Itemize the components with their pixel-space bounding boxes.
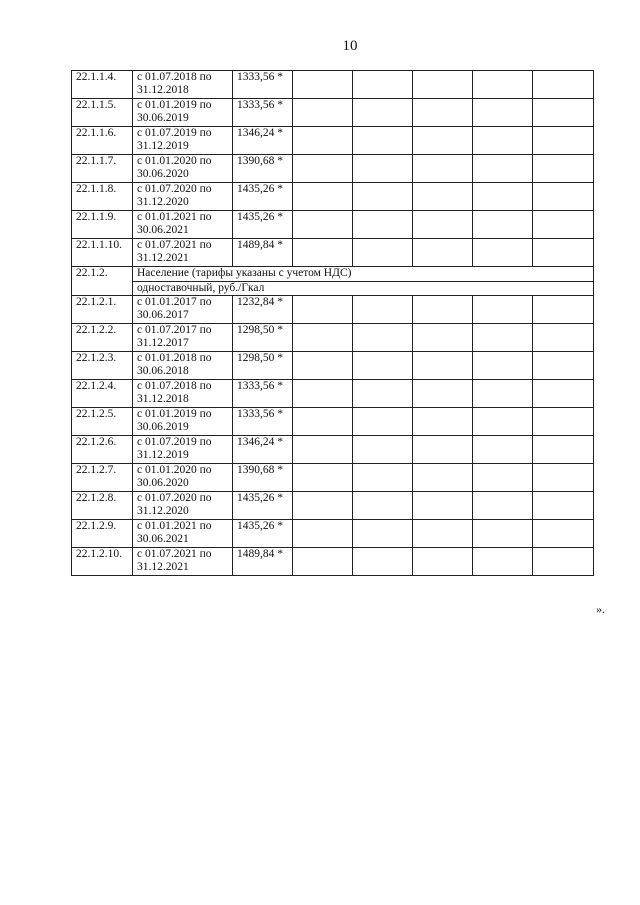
tariff-value: 1232,84 *	[233, 296, 293, 324]
empty-cell	[413, 324, 473, 352]
empty-cell	[533, 324, 594, 352]
period-cell	[133, 127, 233, 155]
row-number: 22.1.2.2.	[72, 324, 133, 352]
table-row	[72, 436, 594, 464]
period-start: с 01.07.2017 по	[137, 324, 212, 336]
tariff-value: 1435,26 *	[233, 492, 293, 520]
row-number: 22.1.2.10.	[72, 548, 133, 576]
empty-cell	[353, 548, 413, 576]
tariff-value: 1298,50 *	[233, 352, 293, 380]
empty-cell	[413, 492, 473, 520]
period-cell	[133, 492, 233, 520]
table-row	[72, 211, 594, 239]
period-cell	[133, 436, 233, 464]
empty-cell	[413, 127, 473, 155]
empty-cell	[473, 71, 533, 99]
empty-cell	[293, 436, 353, 464]
empty-cell	[293, 408, 353, 436]
period-end: 31.12.2018	[137, 393, 189, 405]
period-start: с 01.01.2019 по	[137, 99, 212, 111]
tariff-value: 1333,56 *	[233, 408, 293, 436]
row-number: 22.1.2.7.	[72, 464, 133, 492]
empty-cell	[353, 352, 413, 380]
period-end: 31.12.2019	[137, 449, 189, 461]
row-number: 22.1.2.1.	[72, 296, 133, 324]
row-number: 22.1.2.	[72, 267, 133, 296]
tariff-value: 1435,26 *	[233, 520, 293, 548]
group-title: Население (тарифы указаны с учетом НДС)	[133, 267, 594, 282]
row-number: 22.1.2.9.	[72, 520, 133, 548]
empty-cell	[413, 296, 473, 324]
empty-cell	[413, 520, 473, 548]
period-end: 31.12.2021	[137, 561, 189, 573]
period-cell	[133, 211, 233, 239]
group-header-row	[72, 267, 594, 282]
empty-cell	[413, 211, 473, 239]
empty-cell	[293, 296, 353, 324]
period-end: 31.12.2019	[137, 140, 189, 152]
empty-cell	[473, 99, 533, 127]
period-end: 30.06.2018	[137, 365, 189, 377]
empty-cell	[533, 548, 594, 576]
row-number: 22.1.2.6.	[72, 436, 133, 464]
empty-cell	[353, 155, 413, 183]
period-start: с 01.01.2017 по	[137, 296, 212, 308]
period-end: 30.06.2020	[137, 477, 189, 489]
tariff-value: 1435,26 *	[233, 211, 293, 239]
period-end: 30.06.2019	[137, 421, 189, 433]
tariff-value: 1346,24 *	[233, 127, 293, 155]
tariff-value: 1390,68 *	[233, 155, 293, 183]
period-start: с 01.01.2018 по	[137, 352, 212, 364]
period-end: 31.12.2018	[137, 84, 189, 96]
empty-cell	[533, 155, 594, 183]
period-cell	[133, 520, 233, 548]
group-unit: одноставочный, руб./Гкал	[133, 282, 594, 296]
empty-cell	[533, 239, 594, 267]
empty-cell	[533, 380, 594, 408]
empty-cell	[473, 408, 533, 436]
tariff-value: 1333,56 *	[233, 71, 293, 99]
empty-cell	[353, 408, 413, 436]
empty-cell	[293, 352, 353, 380]
period-cell	[133, 548, 233, 576]
table-row	[72, 71, 594, 99]
empty-cell	[293, 155, 353, 183]
empty-cell	[533, 352, 594, 380]
period-cell	[133, 155, 233, 183]
empty-cell	[413, 183, 473, 211]
period-end: 31.12.2020	[137, 196, 189, 208]
empty-cell	[533, 99, 594, 127]
empty-cell	[413, 408, 473, 436]
period-cell	[133, 464, 233, 492]
period-cell	[133, 71, 233, 99]
period-end: 30.06.2020	[137, 168, 189, 180]
table-row	[72, 380, 594, 408]
empty-cell	[353, 211, 413, 239]
row-number: 22.1.1.10.	[72, 239, 133, 267]
row-number: 22.1.2.5.	[72, 408, 133, 436]
period-end: 30.06.2019	[137, 112, 189, 124]
row-number: 22.1.1.8.	[72, 183, 133, 211]
period-start: с 01.07.2021 по	[137, 548, 212, 560]
empty-cell	[533, 464, 594, 492]
empty-cell	[353, 71, 413, 99]
period-start: с 01.01.2019 по	[137, 408, 212, 420]
table-row	[72, 352, 594, 380]
tariff-table	[71, 70, 594, 576]
table-row	[72, 127, 594, 155]
empty-cell	[353, 99, 413, 127]
period-end: 31.12.2020	[137, 505, 189, 517]
empty-cell	[293, 239, 353, 267]
period-end: 30.06.2021	[137, 224, 189, 236]
empty-cell	[413, 548, 473, 576]
period-cell	[133, 408, 233, 436]
empty-cell	[533, 492, 594, 520]
table-row	[72, 183, 594, 211]
tariff-value: 1489,84 *	[233, 239, 293, 267]
row-number: 22.1.1.9.	[72, 211, 133, 239]
empty-cell	[293, 99, 353, 127]
period-cell	[133, 352, 233, 380]
empty-cell	[533, 183, 594, 211]
empty-cell	[293, 324, 353, 352]
empty-cell	[413, 155, 473, 183]
row-number: 22.1.2.8.	[72, 492, 133, 520]
empty-cell	[353, 520, 413, 548]
empty-cell	[353, 324, 413, 352]
empty-cell	[293, 127, 353, 155]
empty-cell	[293, 464, 353, 492]
period-start: с 01.01.2021 по	[137, 520, 212, 532]
tariff-value: 1333,56 *	[233, 380, 293, 408]
period-start: с 01.07.2021 по	[137, 239, 212, 251]
empty-cell	[533, 71, 594, 99]
period-cell	[133, 324, 233, 352]
empty-cell	[473, 296, 533, 324]
empty-cell	[473, 520, 533, 548]
empty-cell	[473, 548, 533, 576]
empty-cell	[473, 239, 533, 267]
closing-quote: ».	[596, 602, 605, 616]
empty-cell	[293, 520, 353, 548]
row-number: 22.1.1.4.	[72, 71, 133, 99]
empty-cell	[473, 155, 533, 183]
period-cell	[133, 183, 233, 211]
row-number: 22.1.1.5.	[72, 99, 133, 127]
period-start: с 01.01.2020 по	[137, 155, 212, 167]
tariff-value: 1298,50 *	[233, 324, 293, 352]
empty-cell	[533, 127, 594, 155]
empty-cell	[353, 239, 413, 267]
empty-cell	[353, 464, 413, 492]
table-row	[72, 296, 594, 324]
empty-cell	[473, 211, 533, 239]
empty-cell	[293, 183, 353, 211]
empty-cell	[533, 520, 594, 548]
empty-cell	[293, 380, 353, 408]
group-unit-row	[72, 282, 594, 296]
empty-cell	[413, 436, 473, 464]
empty-cell	[353, 183, 413, 211]
row-number: 22.1.1.6.	[72, 127, 133, 155]
period-end: 30.06.2017	[137, 309, 189, 321]
table-row	[72, 548, 594, 576]
table-row	[72, 492, 594, 520]
empty-cell	[293, 548, 353, 576]
tariff-value: 1333,56 *	[233, 99, 293, 127]
empty-cell	[533, 296, 594, 324]
empty-cell	[353, 492, 413, 520]
period-cell	[133, 239, 233, 267]
empty-cell	[413, 99, 473, 127]
table-row	[72, 464, 594, 492]
empty-cell	[533, 211, 594, 239]
period-start: с 01.07.2018 по	[137, 71, 212, 83]
tariff-value: 1435,26 *	[233, 183, 293, 211]
period-start: с 01.01.2020 по	[137, 464, 212, 476]
period-start: с 01.07.2018 по	[137, 380, 212, 392]
period-end: 31.12.2017	[137, 337, 189, 349]
table-row	[72, 408, 594, 436]
table-row	[72, 99, 594, 127]
empty-cell	[293, 211, 353, 239]
row-number: 22.1.2.4.	[72, 380, 133, 408]
empty-cell	[473, 352, 533, 380]
tariff-value: 1390,68 *	[233, 464, 293, 492]
period-start: с 01.07.2019 по	[137, 436, 212, 448]
empty-cell	[473, 324, 533, 352]
row-number: 22.1.1.7.	[72, 155, 133, 183]
period-start: с 01.07.2020 по	[137, 183, 212, 195]
empty-cell	[353, 296, 413, 324]
empty-cell	[293, 492, 353, 520]
period-start: с 01.07.2020 по	[137, 492, 212, 504]
table-row	[72, 239, 594, 267]
empty-cell	[413, 380, 473, 408]
tariff-value: 1346,24 *	[233, 436, 293, 464]
empty-cell	[473, 380, 533, 408]
empty-cell	[473, 183, 533, 211]
empty-cell	[533, 436, 594, 464]
empty-cell	[293, 71, 353, 99]
period-end: 30.06.2021	[137, 533, 189, 545]
empty-cell	[353, 127, 413, 155]
empty-cell	[473, 127, 533, 155]
table-row	[72, 520, 594, 548]
page-number: 10	[342, 38, 358, 54]
tariff-value: 1489,84 *	[233, 548, 293, 576]
period-cell	[133, 99, 233, 127]
period-start: с 01.07.2019 по	[137, 127, 212, 139]
empty-cell	[473, 492, 533, 520]
empty-cell	[473, 464, 533, 492]
empty-cell	[413, 464, 473, 492]
empty-cell	[353, 436, 413, 464]
period-cell	[133, 380, 233, 408]
empty-cell	[413, 239, 473, 267]
empty-cell	[413, 71, 473, 99]
period-start: с 01.01.2021 по	[137, 211, 212, 223]
empty-cell	[353, 380, 413, 408]
table-row	[72, 155, 594, 183]
table-row	[72, 324, 594, 352]
empty-cell	[533, 408, 594, 436]
period-end: 31.12.2021	[137, 252, 189, 264]
period-cell	[133, 296, 233, 324]
row-number: 22.1.2.3.	[72, 352, 133, 380]
empty-cell	[413, 352, 473, 380]
empty-cell	[473, 436, 533, 464]
